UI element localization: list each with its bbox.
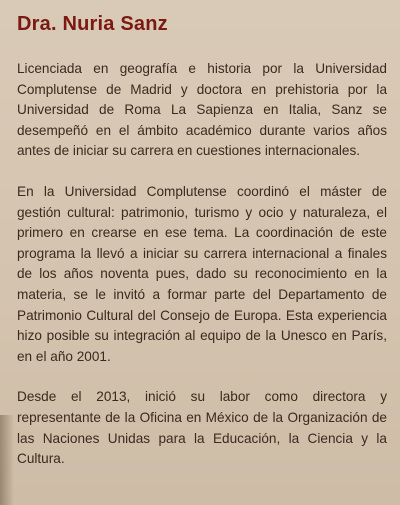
bio-content: [17, 59, 387, 490]
panel-shadow: [0, 415, 14, 505]
page-title: Dra. Nuria Sanz: [17, 13, 168, 35]
bio-paragraph-education: Licenciada en geografía e historia por la Universidad Complutense de Madrid y doctora en prehistoria por la Universidad de Roma La Sapienza en Italia, Sanz se desempeñó en el ámbito académico durante varios años antes de iniciar su carrera en cuestiones internacionales.: [17, 61, 387, 159]
bio-paragraph-career: En la Universidad Complutense coordinó el máster de gestión cultural: patrimonio, turismo y ocio y naturaleza, el primero en crearse en ese tema. La coordinación de este programa la llevó a iniciar su carrera internacional a finales de los años noventa pues, dado su reconocimiento en la materia, se le invitó a formar parte del Departamento de Patrimonio Cultural del Consejo de Europa. Esta experiencia hizo posible su integración al equipo de la Unesco en París, en el año 2001.: [17, 183, 387, 364]
bio-paragraph-current-role: Desde el 2013, inició su labor como directora y representante de la Oficina en México de la Organización de las Naciones Unidas para la Educación, la Ciencia y la Cultura.: [17, 389, 387, 467]
